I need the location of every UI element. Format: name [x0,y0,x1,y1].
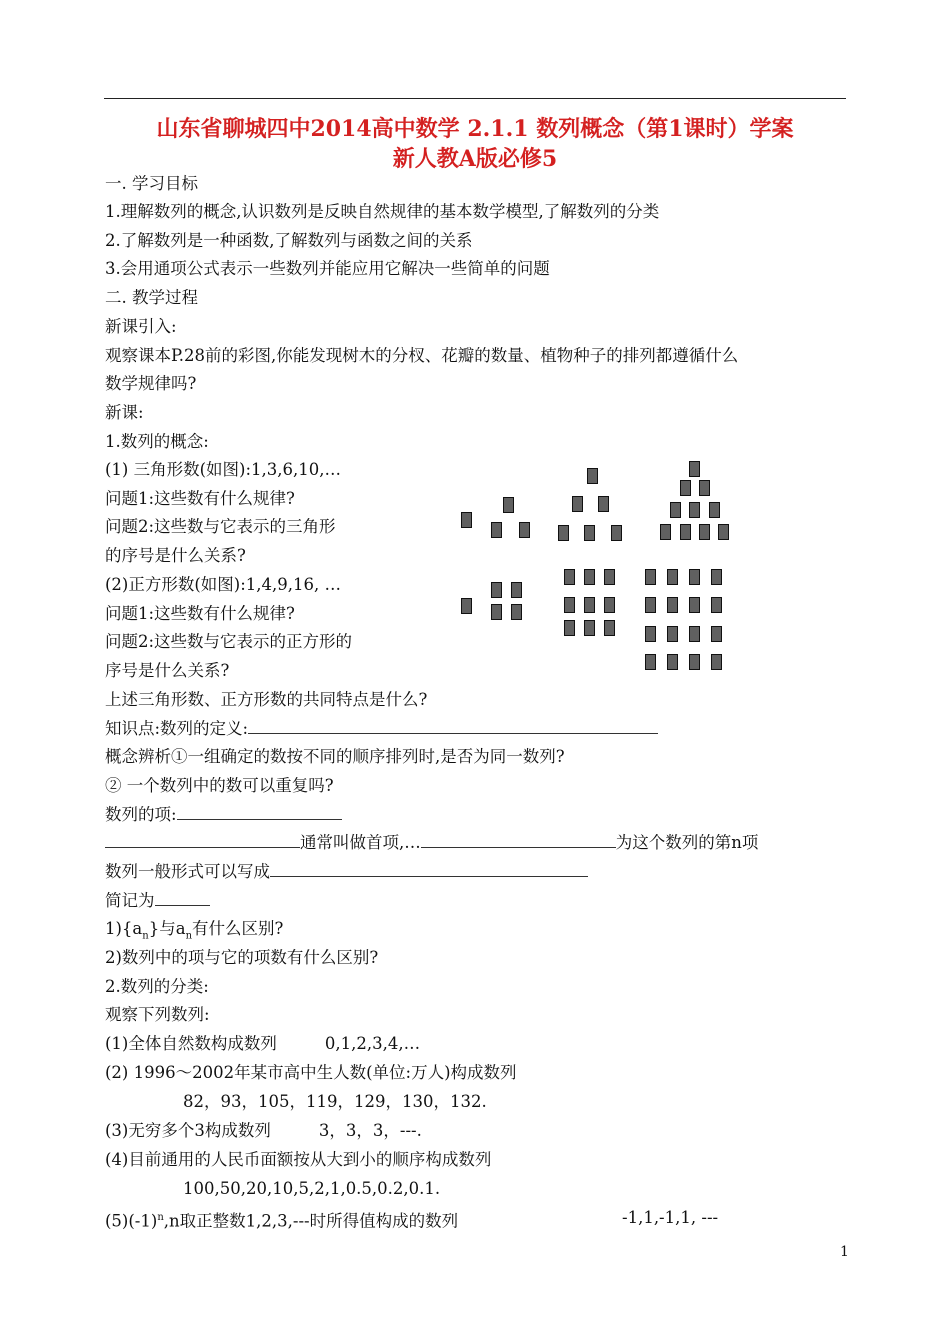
figure-square [645,626,656,642]
figure-square [689,654,700,670]
short-form-blank[interactable] [155,890,210,906]
sequence-2-values: 82，93，105，119，129，130，132. [183,1092,487,1111]
subscript: n [142,930,149,942]
figure-square [491,522,502,538]
term-blank[interactable] [177,804,342,820]
figure-square [689,502,700,518]
definition-blank[interactable] [248,718,658,734]
question-text: 有什么区别? [192,919,284,938]
figure-square [667,626,678,642]
square-question-2-cont: 序号是什么关系? [105,661,230,680]
figure-square [689,569,700,585]
section-heading-process: 二. 教学过程 [105,288,198,307]
document-title-line2: 新人教A版必修5 [392,146,558,172]
figure-square [611,525,622,541]
sequence-4-label: (4)目前通用的人民币面额按从大到小的顺序构成数列 [105,1150,492,1169]
figure-square [461,512,472,528]
figure-square [558,525,569,541]
goal-item: 3.会用通项公式表示一些数列并能应用它解决一些简单的问题 [105,259,550,278]
figure-square [491,604,502,620]
sequence-2-label: (2) 1996～2002年某市高中生人数(单位:万人)构成数列 [105,1063,517,1082]
figure-square [604,620,615,636]
general-form-blank[interactable] [270,861,588,877]
figure-square [564,620,575,636]
figure-square [584,569,595,585]
sequence-5-values: -1,1,-1,1, --- [622,1208,719,1227]
figure-square [491,582,502,598]
square-question-2: 问题2:这些数与它表示的正方形的 [105,632,353,651]
figure-square [699,524,710,540]
short-form-label: 简记为 [105,891,155,910]
sequence-4-values: 100,50,20,10,5,2,1,0.5,0.2,0.1. [183,1179,441,1198]
figure-square [564,569,575,585]
figure-square [572,496,583,512]
figure-square [461,598,472,614]
figure-square [519,522,530,538]
goal-item: 2.了解数列是一种函数,了解数列与函数之间的关系 [105,231,473,250]
page-number: 1 [840,1244,849,1260]
question-an-difference [105,918,283,947]
first-term-text: 通常叫做首项,… [300,833,421,852]
sequence-1 [105,1033,420,1055]
first-term-blank[interactable] [105,832,300,848]
figure-square [667,654,678,670]
general-form-text: 数列一般形式可以写成 [105,862,270,881]
figure-square [584,525,595,541]
triangle-question-2: 问题2:这些数与它表示的三角形 [105,517,336,536]
subscript: n [185,930,193,942]
concept-analysis-1: 概念辨析①一组确定的数按不同的顺序排列时,是否为同一数列? [105,747,565,766]
figure-square [689,597,700,613]
header-rule [104,98,846,99]
sequence-3-label: (3)无穷多个3构成数列 [105,1121,271,1140]
concept-analysis-2: ② 一个数列中的数可以重复吗? [105,776,334,795]
nth-term-text: 为这个数列的第n项 [615,833,759,852]
intro-text: 数学规律吗? [105,374,197,393]
sequence-5-text: ,n取正整数1,2,3,---时所得值构成的数列 [163,1211,459,1231]
triangle-question-2-cont: 的序号是什么关系? [105,546,246,565]
sequence-5-text: (5)(-1) [105,1211,158,1231]
figure-square [660,524,671,540]
figure-square [604,597,615,613]
goal-item: 1.理解数列的概念,认识数列是反映自然规律的基本数学模型,了解数列的分类 [105,202,660,221]
figure-square [511,582,522,598]
section-heading-goals: 一. 学习目标 [105,174,198,193]
figure-square [667,569,678,585]
nth-term-blank[interactable] [421,832,616,848]
triangle-numbers-line: (1) 三角形数(如图):1,3,6,10,… [105,460,342,479]
figure-square [711,597,722,613]
figure-square [711,626,722,642]
figure-square [709,502,720,518]
definition-label: 知识点:数列的定义: [105,719,249,738]
sequence-3 [105,1120,422,1142]
question-text: }与a [148,919,186,938]
figure-square [584,597,595,613]
first-term-line [105,832,758,854]
square-numbers-line: (2)正方形数(如图):1,4,9,16, … [105,575,342,594]
superscript: n [157,1212,164,1223]
square-question-1: 问题1:这些数有什么规律? [105,604,295,623]
general-form-line [105,861,588,883]
figure-square [584,620,595,636]
figure-square [711,569,722,585]
sequence-5 [105,1207,458,1233]
figure-square [587,468,598,484]
question-term-index: 2)数列中的项与它的项数有什么区别? [105,948,379,967]
figure-square [511,604,522,620]
definition-line [105,718,658,740]
term-line [105,804,342,826]
figure-square [711,654,722,670]
figure-square [564,597,575,613]
sequence-1-label: (1)全体自然数构成数列 [105,1034,277,1053]
figure-square [670,502,681,518]
question-text: 1){a [105,919,143,938]
short-form-line [105,890,210,912]
common-feature-question: 上述三角形数、正方形数的共同特点是什么? [105,690,428,709]
sequence-1-values: 0,1,2,3,4,… [324,1034,421,1053]
sequence-3-values: 3，3，3，---. [318,1121,422,1140]
figure-square [680,480,691,496]
concept-heading: 1.数列的概念: [105,432,209,451]
intro-label: 新课引入: [105,317,177,336]
figure-square [680,524,691,540]
new-lesson-label: 新课: [105,403,144,422]
term-label: 数列的项: [105,805,177,824]
triangle-question-1: 问题1:这些数有什么规律? [105,489,295,508]
figure-square [604,569,615,585]
figure-square [718,524,729,540]
classify-heading: 2.数列的分类: [105,977,209,996]
observe-label: 观察下列数列: [105,1005,210,1024]
intro-text: 观察课本P.28前的彩图,你能发现树木的分杈、花瓣的数量、植物种子的排列都遵循什么 [105,346,739,365]
figure-square [645,569,656,585]
figure-square [645,654,656,670]
figure-square [598,496,609,512]
figure-square [667,597,678,613]
document-title-line1: 山东省聊城四中2014高中数学 2.1.1 数列概念（第1课时）学案 [156,116,794,142]
figure-square [645,597,656,613]
figure-square [689,461,700,477]
figure-square [503,497,514,513]
figure-square [699,480,710,496]
figure-square [689,626,700,642]
